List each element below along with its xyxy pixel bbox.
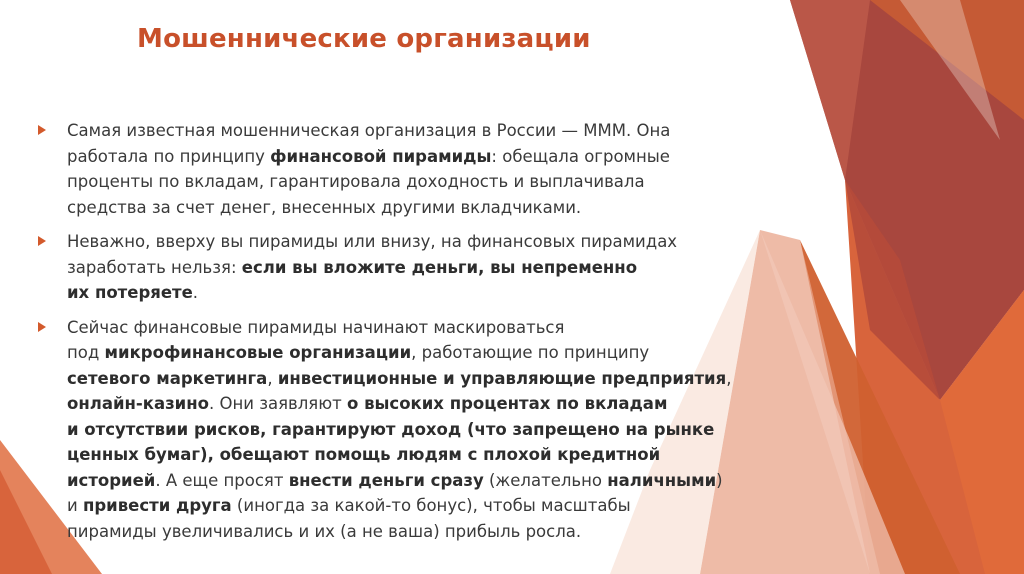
text-run: Сейчас финансовые пирамиды начинают маскироваться [67, 317, 565, 337]
bullet-item [38, 315, 798, 545]
text-run: заработать нельзя: [67, 257, 242, 277]
text-run: , [726, 368, 732, 388]
bold-phrase: внести деньги сразу [288, 470, 484, 490]
text-run: пирамиды увеличивались и их (а не ваша) прибыль росла. [67, 521, 582, 541]
bullet-list [38, 118, 798, 553]
bold-phrase: их потеряете [67, 283, 193, 302]
bullet-text [67, 315, 798, 545]
text-run: . А еще просят [155, 470, 289, 490]
bold-phrase: ценных бумаг), обещают помощь людям с плохой кредитной [67, 445, 661, 464]
bullet-item [38, 229, 798, 306]
text-run: и [67, 496, 83, 515]
text-run: Неважно, вверху вы пирамиды или внизу, на финансовых пирамидах [67, 232, 678, 251]
bold-phrase: привести друга [82, 496, 232, 515]
text-run: проценты по вкладам, гарантировала доходность и выплачивала [67, 172, 645, 191]
text-run: ) [716, 470, 723, 490]
slide-title: Мошеннические организации [137, 24, 591, 54]
text-run: . [192, 283, 199, 302]
text-run: средства за счет денег, внесенных другими вкладчиками. [67, 197, 582, 217]
bold-phrase: о высоких процентах по вкладам [346, 394, 668, 413]
bullet-arrow-icon [38, 236, 46, 246]
bold-phrase: наличными [607, 470, 717, 490]
text-run: : обещала огромные [491, 146, 670, 166]
text-run: (желательно [483, 470, 608, 490]
bullet-arrow-icon [38, 322, 46, 332]
bullet-text [67, 118, 798, 220]
text-run: . Они заявляют [208, 394, 347, 413]
bold-phrase: инвестиционные и управляющие предприятия [277, 368, 727, 388]
text-run: (иногда за какой-то бонус), чтобы масштабы [231, 496, 631, 515]
text-run: под [67, 343, 105, 362]
bold-phrase: если вы вложите деньги, вы непременно [241, 257, 638, 277]
text-run: Самая известная мошенническая организация в России — МММ. Она [67, 121, 671, 140]
text-run: , [267, 368, 278, 388]
bold-phrase: и отсутствии рисков, гарантируют доход (что запрещено на рынке [67, 419, 715, 439]
bold-phrase: микрофинансовые организации [104, 343, 412, 362]
text-run: , работающие по принципу [411, 343, 650, 362]
bold-phrase: историей [67, 470, 156, 490]
text-run: работала по принципу [67, 146, 271, 166]
bold-phrase: сетевого маркетинга [67, 368, 268, 388]
bold-phrase: финансовой пирамиды [270, 146, 492, 166]
bullet-arrow-icon [38, 125, 46, 135]
bullet-item [38, 118, 798, 220]
bold-phrase: онлайн-казино [67, 394, 209, 413]
bullet-text [67, 229, 798, 306]
